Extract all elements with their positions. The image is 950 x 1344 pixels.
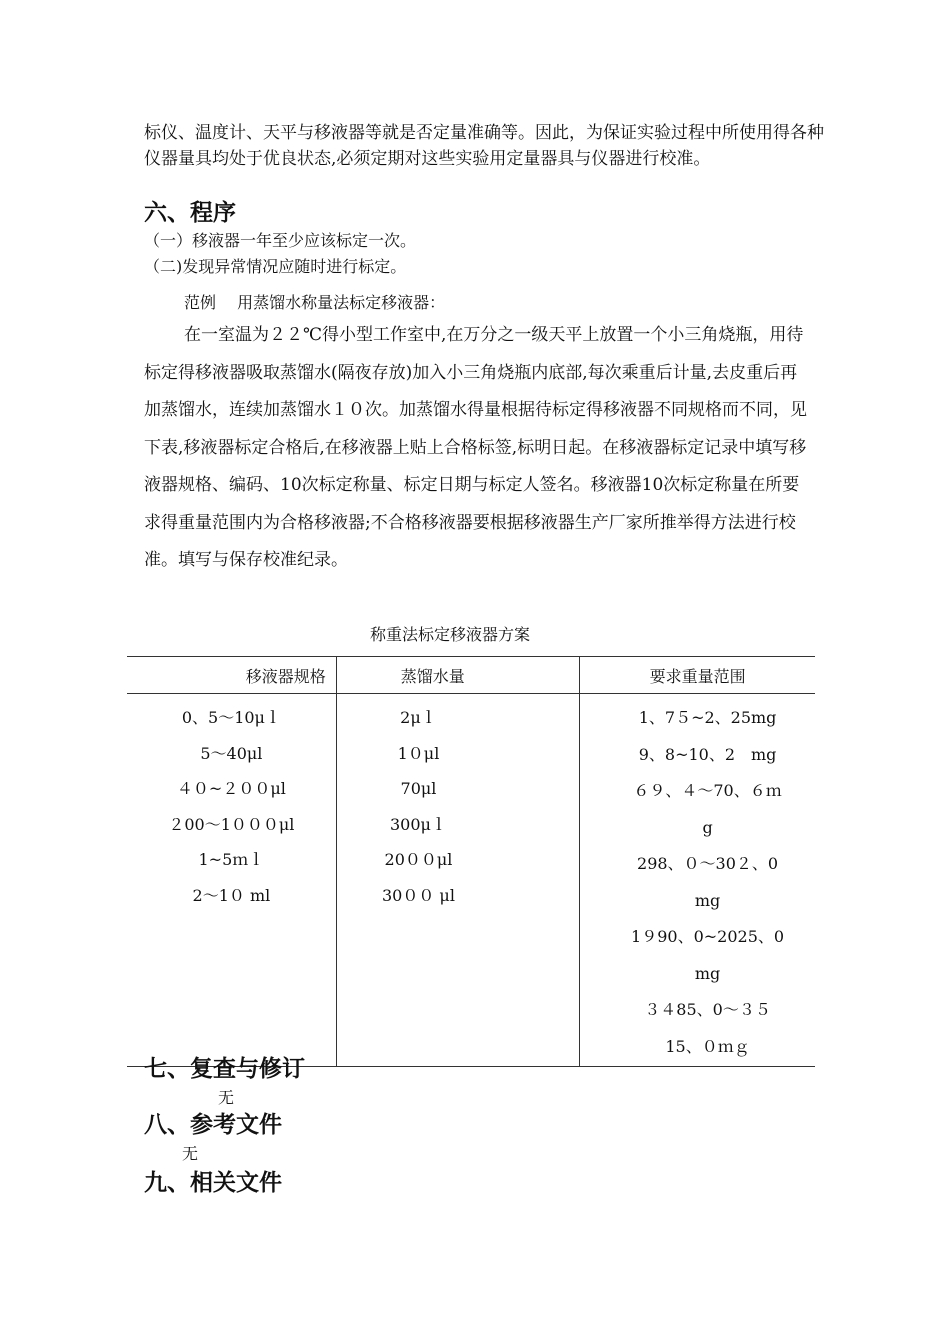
section-7-heading: 七、复查与修订 — [144, 1055, 305, 1082]
range-cell: g — [702, 817, 713, 837]
spec-column — [127, 694, 336, 1067]
range-cell: 15、０ｍｇ — [665, 1036, 750, 1056]
volume-cell: 20００μl — [384, 850, 453, 869]
spec-cell: ４０~２００μl — [176, 779, 286, 798]
procedure-item-2: （二)发现异常情况应随时进行标定。 — [144, 257, 407, 276]
volume-cell: 30００ μl — [381, 885, 455, 905]
volume-cell: 300μｌ — [389, 814, 447, 834]
range-cell: ３４85、0～３５ — [644, 1000, 771, 1019]
example-paragraph — [144, 317, 814, 580]
range-cell: 1、7５~2、25mg — [638, 708, 777, 727]
intro-paragraph: 标仪、温度计、天平与移液器等就是否定量准确等。因此，为保证实验过程中所使用得各种仪器量具均处于优良状态,必须定期对这些实验用定量器具与仪器进行校准。 — [144, 123, 824, 169]
spec-cell: 0、5～10μｌ — [181, 708, 281, 727]
section-8-body: 无 — [182, 1144, 199, 1163]
table-body-row — [127, 694, 815, 1067]
volume-cell: 2μｌ — [400, 708, 437, 727]
range-cell: mg — [694, 890, 721, 910]
header-spec: 移液器规格 — [127, 657, 336, 694]
table-caption: 称重法标定移液器方案 — [369, 625, 530, 644]
spec-cell: ２00～1０００μl — [168, 814, 295, 834]
table-header-row — [127, 657, 815, 694]
volume-cell: 1０μl — [397, 743, 440, 763]
spec-cell: 1~5ｍｌ — [198, 850, 265, 869]
range-cell: ６９、４～70、６ｍ — [633, 781, 782, 800]
procedure-item-1: （一）移液器一年至少应该标定一次。 — [144, 231, 417, 250]
spec-cell: 5～40μl — [200, 743, 263, 763]
spec-cell: 2～1０ ml — [192, 885, 271, 905]
range-cell: mg — [694, 963, 721, 983]
range-cell: 9、8~10、2 mg — [638, 744, 777, 764]
example-paragraph-text: 在一室温为２２℃得小型工作室中,在万分之一级天平上放置一个小三角烧瓶，用待标定得移液器吸取蒸馏水(隔夜存放)加入小三角烧瓶内底部,每次乘重后计量,去皮重后再加蒸馏水，连续加蒸馏水１０次。加蒸馏水得量根据待标定得移液器不同规格而不同，见下表,移液器标定合格后,在移液器上贴上合格标签,标明日起。在移液器标定记录中填写移液器规格、编码、10次标定称量、标定日期与标定人签名。移液器10次标定称量在所要求得重量范围内为合格移液器;不合格移液器要根据移液器生产厂家所推举得方法进行校准。填写与保存校准纪录。 — [144, 325, 807, 570]
section-8-heading: 八、参考文件 — [144, 1111, 282, 1138]
section-7-body: 无 — [218, 1088, 235, 1107]
volume-cell: 70μl — [400, 779, 437, 798]
header-volume: 蒸馏水量 — [336, 657, 579, 694]
volume-column — [336, 694, 579, 1067]
range-cell: 1９90、0~2025、0 — [631, 927, 785, 946]
calibration-table — [127, 656, 815, 1067]
section-9-heading: 九、相关文件 — [144, 1169, 282, 1196]
range-column — [580, 694, 815, 1067]
range-cell: 298、０～30２、0 — [637, 854, 779, 873]
section-6-heading: 六、程序 — [144, 199, 236, 226]
example-title: 范例 用蒸馏水称量法标定移液器： — [184, 293, 446, 312]
header-range: 要求重量范围 — [580, 657, 815, 694]
